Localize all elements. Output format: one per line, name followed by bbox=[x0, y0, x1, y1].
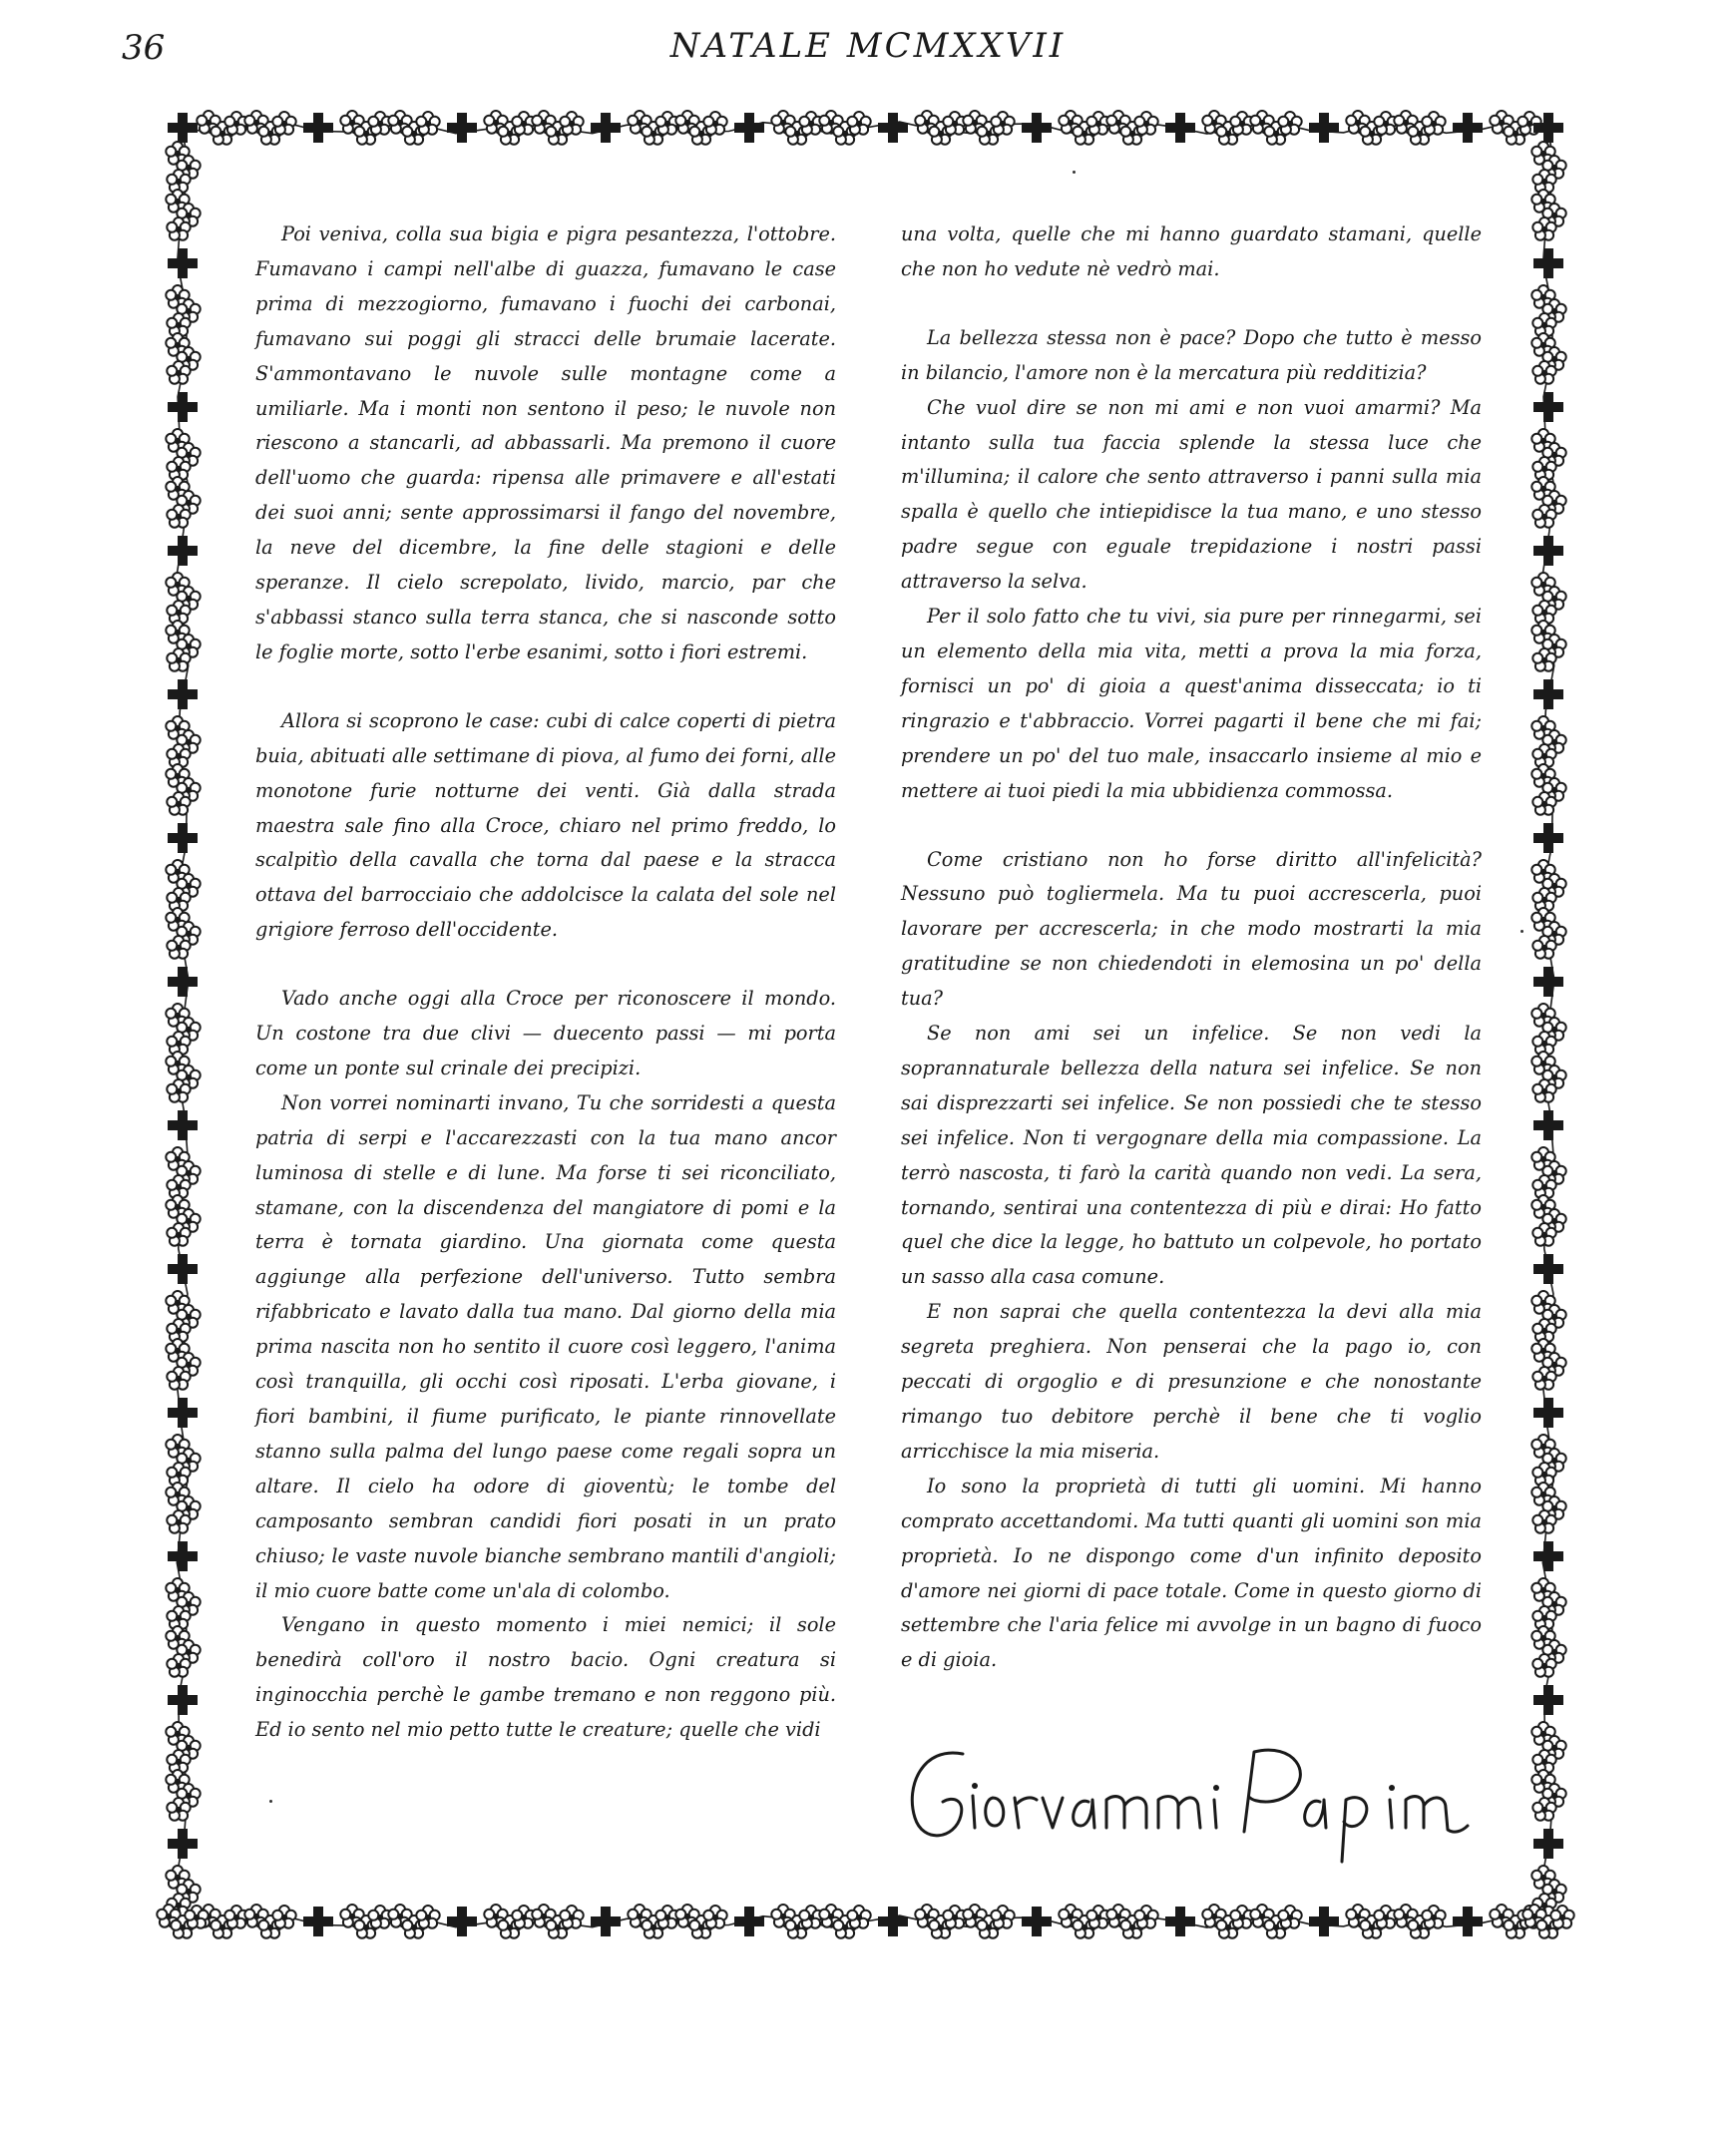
paragraph: Vengano in questo momento i miei nemici; il sole benedirà coll'oro il nostro bacio. Ogni creatura si inginocchia perchè le gambe tremano e non reggono più. Ed io sento nel mio petto tutte le creature; quelle che vidi bbox=[255, 1613, 836, 1742]
flower-ornament bbox=[272, 1906, 295, 1928]
paragraph: Poi veniva, colla sua bigia e pigra pesantezza, l'ottobre. Fumavano i campi nell'albe di guazza, fumavano le case prima di mezzogiorno, fumavano i fuochi dei carbonai, fumavano sui poggi gli stracci delle brumaie lacerate. S'ammontavano le nuvole sulle montagne come a umiliarle. Ma i monti non sentono il peso; le nuvole non riescono a stancarli, ad abbassarli. Ma premono il cuore dell'uomo che guarda: ripensa alle primavere e all'estati dei suoi anni; sente approssimarsi il fango del novembre, la neve del dicembre, la fine delle stagioni e delle speranze. Il cielo screpolato, livido, marcio, par che s'abbassi stanco sulla terra stanca, che si nasconde sotto le foglie morte, sotto l'erbe esanimi, sotto i fiori estremi. bbox=[255, 222, 836, 663]
cross-ornament bbox=[168, 248, 198, 278]
right-column bbox=[901, 217, 1482, 1678]
cross-ornament bbox=[734, 1907, 764, 1936]
cross-ornament bbox=[1533, 536, 1563, 566]
cross-ornament bbox=[1533, 1685, 1563, 1715]
cross-ornament bbox=[303, 1907, 333, 1936]
cross-ornament bbox=[168, 1398, 198, 1428]
flower-ornament bbox=[703, 1906, 726, 1928]
flower-ornament bbox=[847, 112, 870, 135]
cross-ornament bbox=[591, 1907, 621, 1936]
cross-ornament bbox=[1533, 679, 1563, 709]
running-title: NATALE MCMXXVII bbox=[669, 26, 1067, 66]
cross-ornament bbox=[168, 967, 198, 997]
cross-ornament bbox=[168, 392, 198, 422]
paragraph: Se non ami sei un infelice. Se non vedi la soprannaturale bellezza della natura sei infelice. Se non sai disprezzarti sei infelice. Se non possiedi che te stesso sei infelice. Non ti vergognare della mia compassione. La terrò nascosta, ti farò la carità quando non vedi. La sera, tornando, sentirai una contentezza di più e dirai: Ho fatto quel che dice la legge, ho battuto un colpevole, ho portato un sasso alla casa comune. bbox=[901, 1022, 1482, 1289]
cross-ornament bbox=[1453, 1907, 1483, 1936]
cross-ornament bbox=[168, 823, 198, 853]
cross-ornament bbox=[303, 113, 333, 143]
cross-ornament bbox=[1533, 967, 1563, 997]
cross-ornament bbox=[1533, 1398, 1563, 1428]
flower-ornament bbox=[991, 112, 1014, 135]
paragraph: una volta, quelle che mi hanno guardato stamani, quelle che non ho vedute nè vedrò mai. bbox=[901, 222, 1482, 280]
cross-ornament bbox=[168, 113, 198, 143]
cross-ornament bbox=[1533, 1541, 1563, 1571]
flower-ornament bbox=[560, 112, 583, 135]
cross-ornament bbox=[734, 113, 764, 143]
paragraph: Per il solo fatto che tu vivi, sia pure per rinnegarmi, sei un elemento della mia vita, metti a prova la mia forza, fornisci un po' di gioia a quest'anima disseccata; io ti ringrazio e t'abbraccio. Vorrei pagarti il bene che mi fai; prendere un po' del tuo male, insaccarlo insieme al mio e mettere ai tuoi piedi la mia ubbidienza commossa. bbox=[901, 605, 1482, 802]
page-number: 36 bbox=[122, 28, 166, 68]
signature-text: Giovanni Papini bbox=[903, 1736, 911, 1737]
paragraph: Non vorrei nominarti invano, Tu che sorridesti a questa patria di serpi e l'accarezzasti con la tua mano ancor luminosa di stelle e di lune. Ma forse ti sei riconciliato, stamane, con la discendenza del mangiatore di pomi e la terra è tornata giardino. Una giornata come questa aggiunge alla perfezione dell'universo. Tutto sembra rifabbricato e lavato dalla tua mano. Dal giorno della mia prima nascita non ho sentito il cuore così leggero, l'anima così tranquilla, gli occhi così riposati. L'erba giovane, i fiori bambini, il fiume purificato, le piante rinnovellate stanno sulla palma del lungo paese come regali sopra un altare. Il cielo ha odore di gioventù; le tombe del camposanto sembran candidi fiori posati in un prato chiuso; le vaste nuvole bianche sembrano mantili d'angioli; il mio cuore batte come un'ala di colombo. bbox=[255, 1090, 836, 1602]
cross-ornament bbox=[1309, 113, 1339, 143]
cross-ornament bbox=[447, 1907, 477, 1936]
cross-ornament bbox=[168, 536, 198, 566]
flower-ornament bbox=[272, 112, 295, 135]
flower-ornament bbox=[1134, 112, 1157, 135]
cross-ornament bbox=[1165, 113, 1195, 143]
cross-ornament bbox=[1533, 1110, 1563, 1140]
cross-ornament bbox=[168, 679, 198, 709]
cross-ornament bbox=[168, 1829, 198, 1859]
paragraph: Allora si scoprono le case: cubi di calce coperti di pietra buia, abituati alle settimane di piova, al fumo dei forni, alle monotone furie notturne dei venti. Già dalla strada maestra sale fino alla Croce, chiaro nel primo freddo, lo scalpitìo della cavalla che torna dal paese e la stracca ottava del barrocciaio che addolcisce la calata del sole nel grigiore ferroso dell'occidente. bbox=[255, 708, 836, 942]
paragraph: Che vuol dire se non mi ami e non vuoi amarmi? Ma intanto sulla tua faccia splende la stessa luce che m'illumina; il calore che sento attraverso i panni sulla mia spalla è quello che intiepidisce la tua mano, e uno stesso padre segue con eguale trepidazione i nostri passi attraverso la selva. bbox=[901, 395, 1482, 594]
cross-ornament bbox=[1533, 1254, 1563, 1284]
cross-ornament bbox=[1533, 823, 1563, 853]
cross-ornament bbox=[1533, 1829, 1563, 1859]
flower-ornament bbox=[1278, 112, 1301, 135]
paragraph: E non saprai che quella contentezza la devi alla mia segreta preghiera. Non penserai che la pago io, con peccati di orgoglio e di presunzione e che nonostante rimango tuo debitore perchè il bene che ti voglio arricchisce la mia miseria. bbox=[901, 1300, 1482, 1463]
paragraph: Come cristiano non ho forse diritto all'infelicità? Nessuno può togliermela. Ma tu puoi accrescerla, puoi lavorare per accrescerla; in che modo mostrarti la mia gratitudine se non chiedendoti in elemosina un po' della tua? bbox=[901, 847, 1482, 1011]
flower-ornament bbox=[847, 1906, 870, 1928]
paragraph: Io sono la proprietà di tutti gli uomini. Mi hanno comprato accettandomi. Ma tutti quanti gli uomini son mia proprietà. Io ne dispongo come d'un infinito deposito d'amore nei giorni di pace totale. Come in questo giorno di settembre che l'aria felice mi avvolge in un bagno di fuoco e di gioia. bbox=[901, 1474, 1482, 1672]
cross-ornament bbox=[1022, 1907, 1052, 1936]
flower-ornament bbox=[1422, 1906, 1445, 1928]
cross-ornament bbox=[878, 113, 908, 143]
cross-ornament bbox=[1309, 1907, 1339, 1936]
cross-ornament bbox=[168, 1685, 198, 1715]
flower-ornament bbox=[991, 1906, 1014, 1928]
flower-ornament bbox=[1134, 1906, 1157, 1928]
cross-ornament bbox=[168, 1110, 198, 1140]
flower-ornament bbox=[1550, 1906, 1573, 1928]
cross-ornament bbox=[447, 113, 477, 143]
flower-ornament bbox=[416, 1906, 439, 1928]
flower-ornament bbox=[416, 112, 439, 135]
cross-ornament bbox=[1165, 1907, 1195, 1936]
flower-ornament bbox=[560, 1906, 583, 1928]
speck bbox=[1520, 930, 1523, 933]
cross-ornament bbox=[1533, 248, 1563, 278]
cross-ornament bbox=[878, 1907, 908, 1936]
cross-ornament bbox=[1022, 113, 1052, 143]
cross-ornament bbox=[591, 113, 621, 143]
speck bbox=[1073, 171, 1076, 174]
signature bbox=[903, 1736, 1482, 1866]
cross-ornament bbox=[1453, 113, 1483, 143]
flower-ornament bbox=[1422, 112, 1445, 135]
speck bbox=[269, 1800, 272, 1803]
paragraph: Vado anche oggi alla Croce per riconoscere il mondo. Un costone tra due clivi — duecento passi — mi porta come un ponte sul crinale dei precipizi. bbox=[255, 987, 836, 1079]
cross-ornament bbox=[1533, 392, 1563, 422]
flower-ornament bbox=[703, 112, 726, 135]
cross-ornament bbox=[168, 1254, 198, 1284]
flower-ornament bbox=[1278, 1906, 1301, 1928]
cross-ornament bbox=[168, 1541, 198, 1571]
paragraph: La bellezza stessa non è pace? Dopo che tutto è messo in bilancio, l'amore non è la mercatura più redditizia? bbox=[901, 325, 1482, 384]
left-column bbox=[255, 217, 836, 1748]
